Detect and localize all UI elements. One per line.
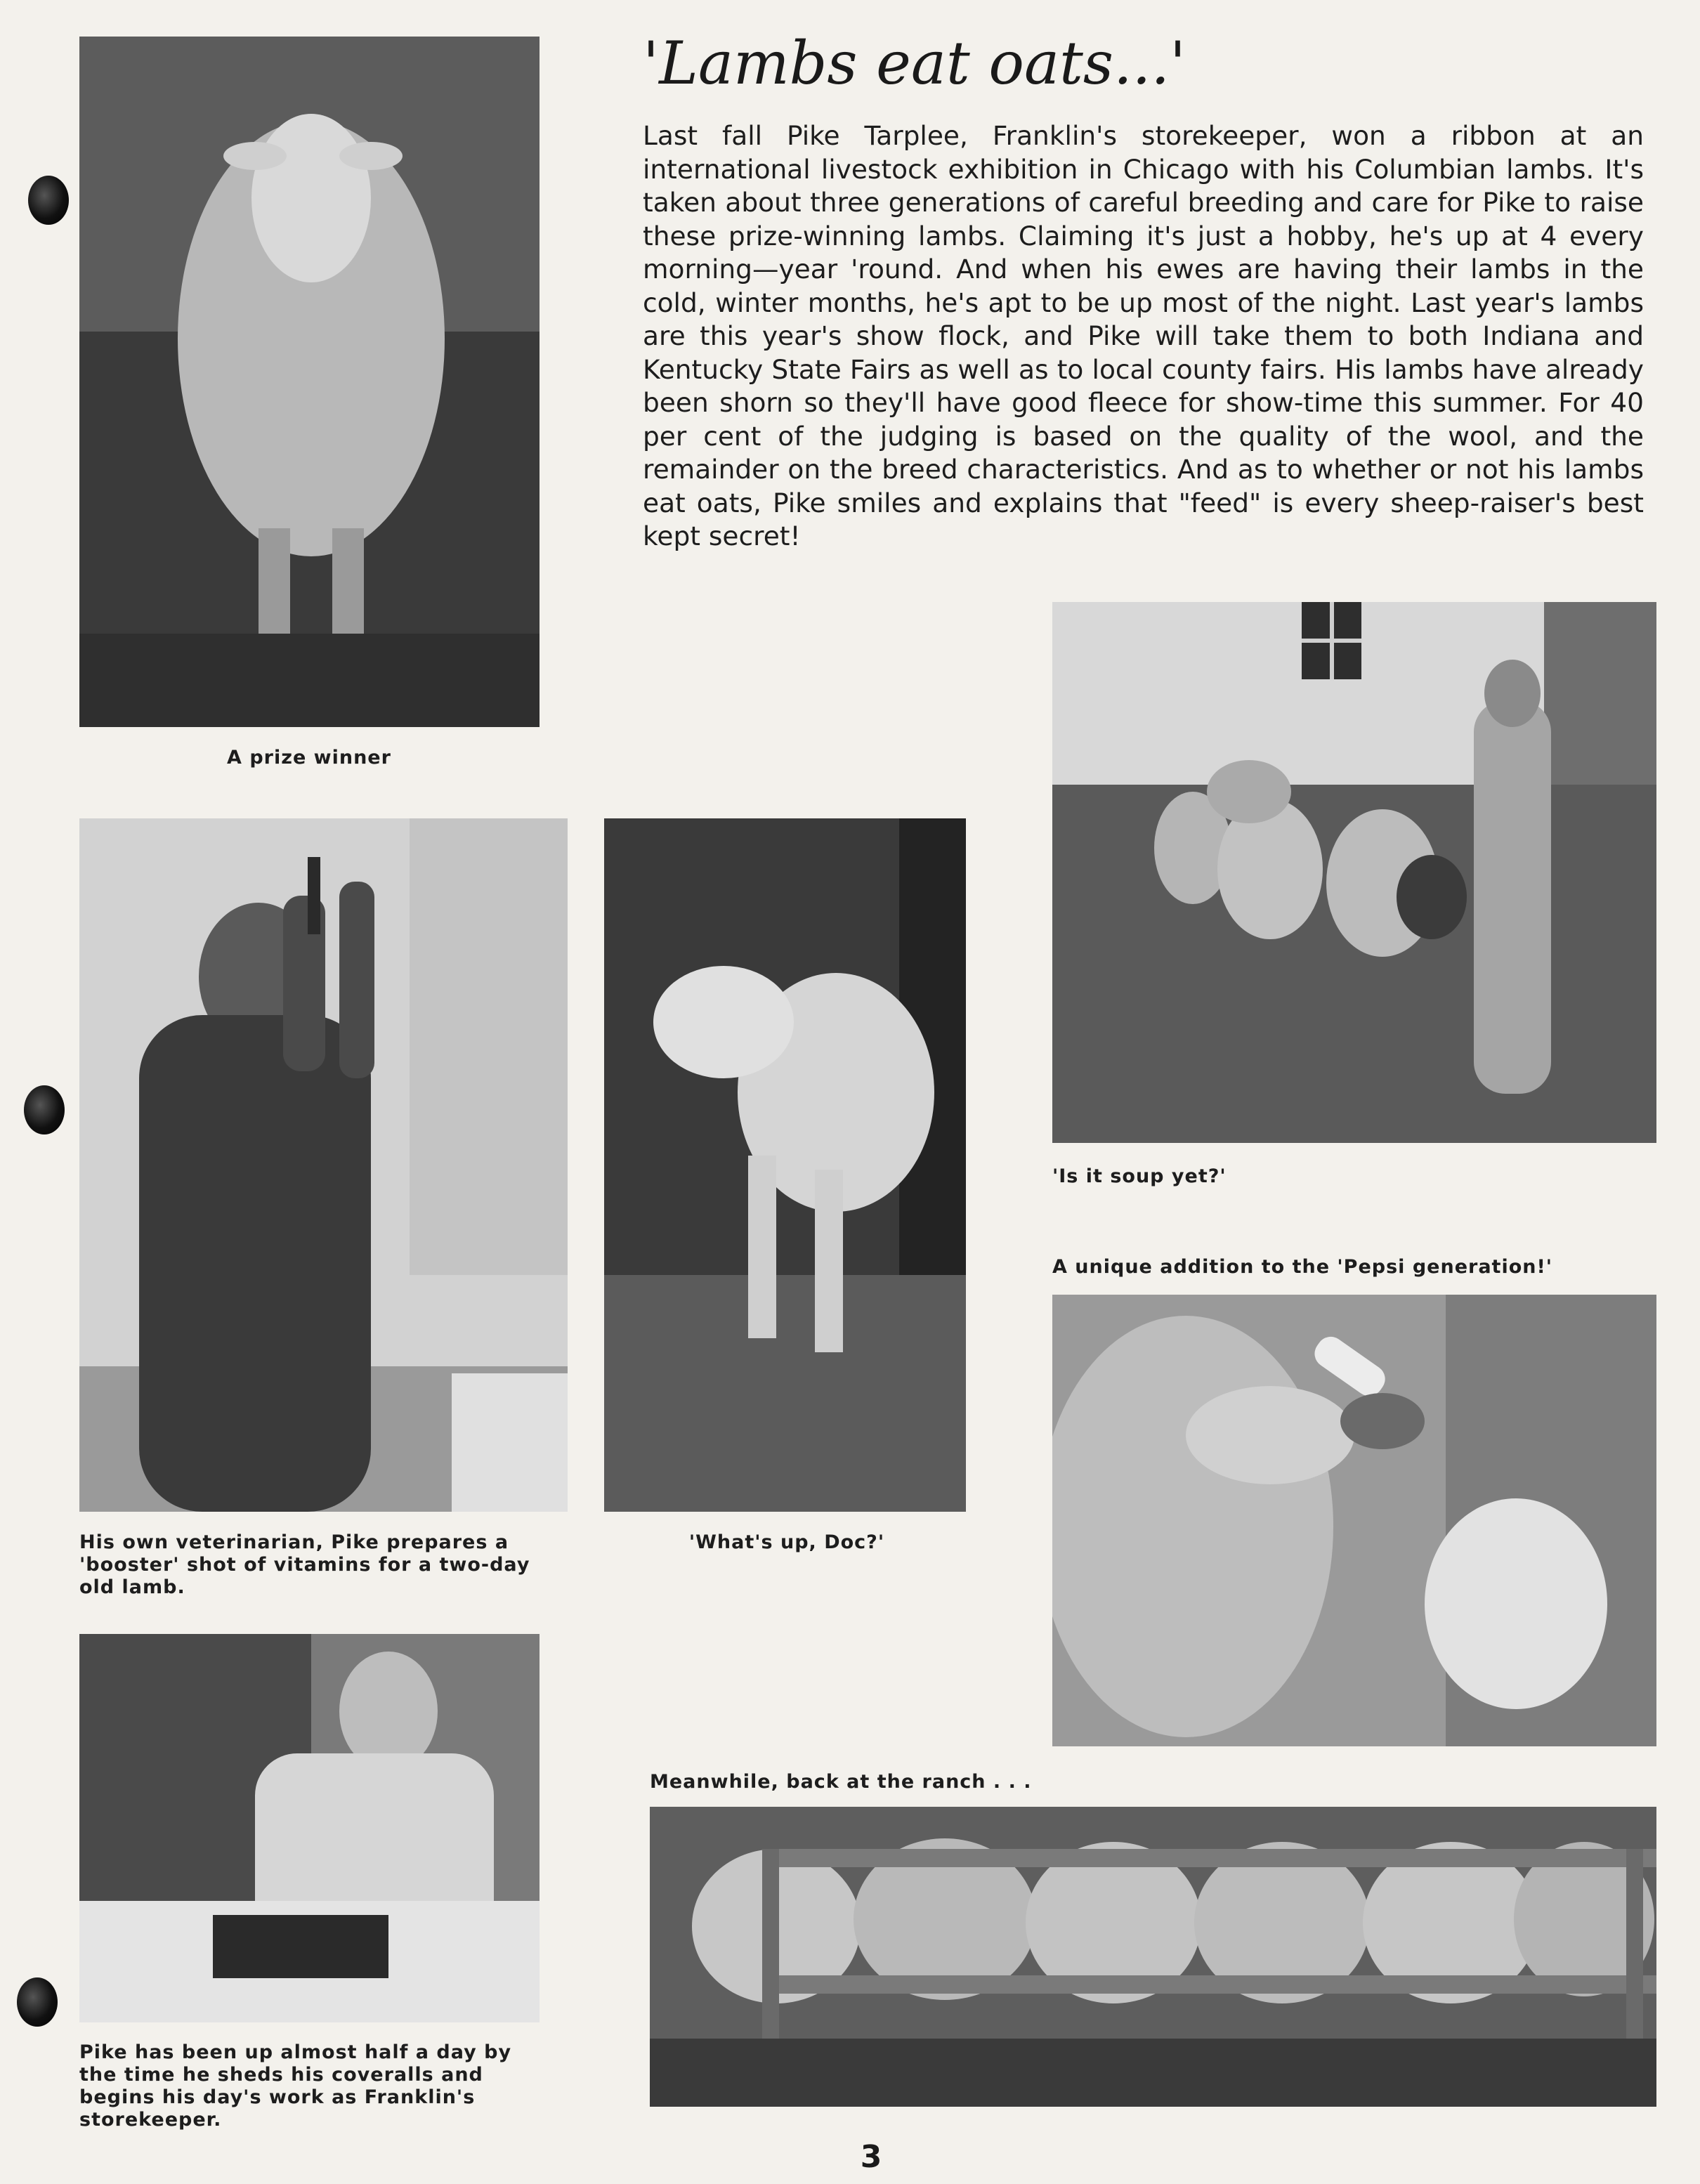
caption-storekeeper: Pike has been up almost half a day by the time he sheds his coveralls and begins his day's work as Franklin's storekeeper.: [79, 2041, 512, 2131]
caption-ranch: Meanwhile, back at the ranch . . .: [650, 1771, 1032, 1793]
binder-hole-middle: [24, 1085, 65, 1134]
photo-veterinarian: [79, 818, 568, 1512]
article-body: Last fall Pike Tarplee, Franklin's storekeeper, won a ribbon at an international livestock exhibition in Chicago with his Columbian lambs. It's taken about three generations of careful breeding and care for Pike to raise these prize-winning lambs. Claiming it's just a hobby, he's up at 4 every morning—year 'round. And when his ewes are having their lambs in the cold, winter months, he's apt to be up most of the night. Last year's lambs are this year's show flock, and Pike will take them to both Indiana and Kentucky State Fairs as well as to local county fairs. His lambs have already been shorn so they'll have good fleece for show-time this summer. For 40 per cent of the judging is based on the quality of the wool, and the remainder on the breed characteristics. And as to whether or not his lambs eat oats, Pike smiles and explains that "feed" is every sheep-raiser's best kept secret!: [643, 120, 1644, 551]
article-title: 'Lambs eat oats...': [643, 29, 1186, 98]
photo-sheep-at-fence: [650, 1807, 1656, 2107]
photo-feeding-sheep: [1052, 602, 1656, 1143]
caption-soup: 'Is it soup yet?': [1052, 1165, 1227, 1187]
caption-veterinarian: His own veterinarian, Pike prepares a 'booster' shot of vitamins for a two-day old lamb.: [79, 1531, 530, 1598]
binder-hole-bottom: [17, 1977, 58, 2027]
binder-hole-top: [28, 176, 69, 225]
caption-prize-winner: A prize winner: [227, 747, 391, 769]
caption-pepsi: A unique addition to the 'Pepsi generation!': [1052, 1256, 1553, 1278]
photo-prize-winner-sheep: [79, 37, 540, 727]
photo-bottle-fed-lamb: [1052, 1295, 1656, 1746]
page-number: 3: [860, 2139, 882, 2175]
photo-young-lamb: [604, 818, 966, 1512]
caption-doc: 'What's up, Doc?': [688, 1531, 885, 1553]
photo-storekeeper: [79, 1634, 540, 2022]
